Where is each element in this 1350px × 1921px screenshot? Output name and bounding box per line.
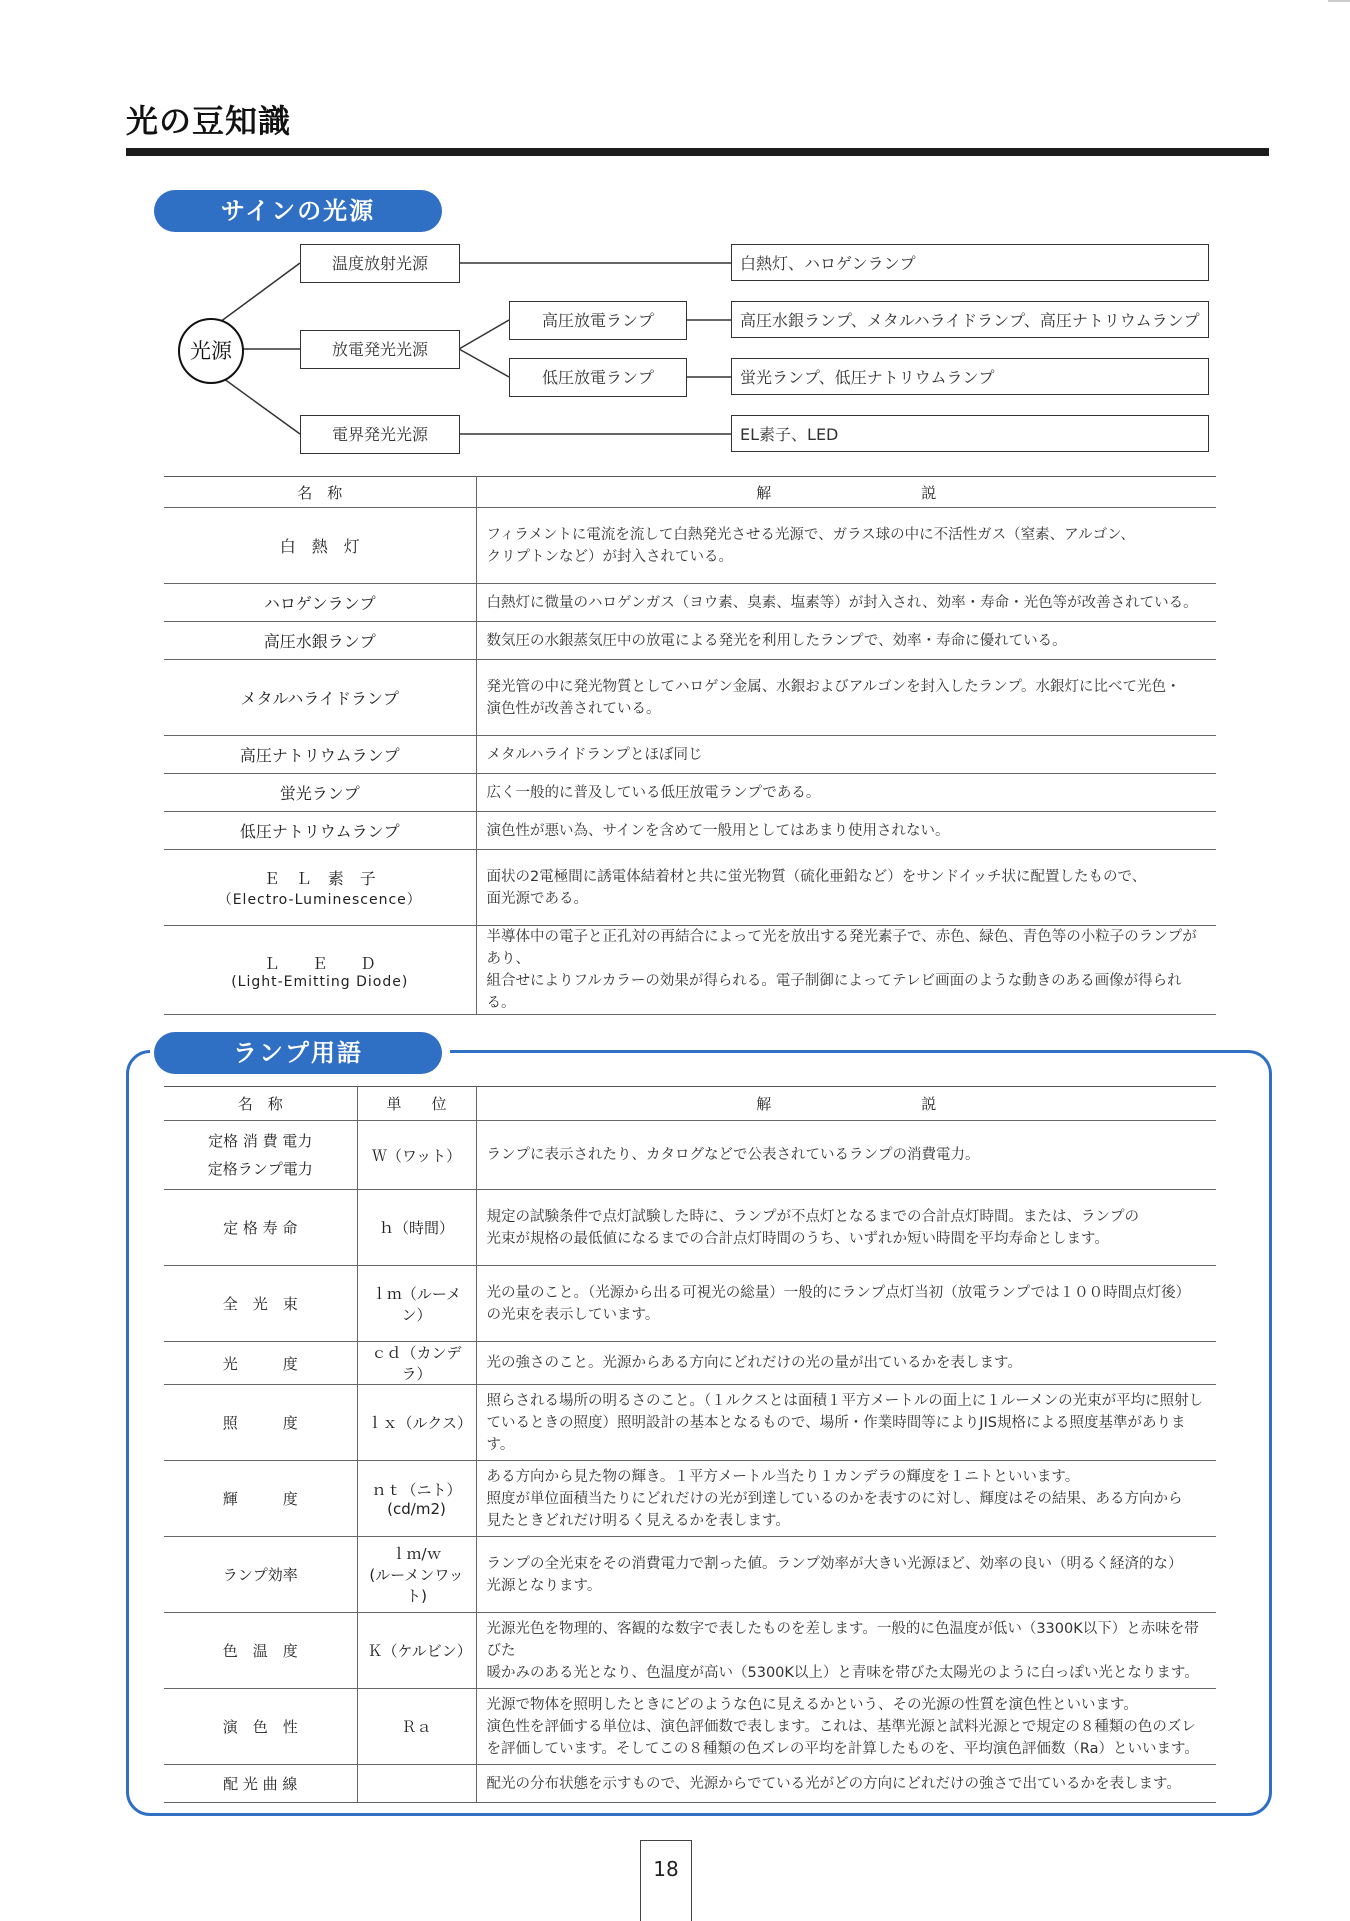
row-name: Ｌ Ｅ Ｄ (Light-Emitting Diode) [164, 926, 476, 1015]
table-row [164, 622, 1216, 660]
row-name: Ｅ Ｌ 素 子 （Electro-Luminescence） [164, 850, 476, 926]
row-description: ランプに表示されたり、カタログなどで公表されているランプの消費電力。 [476, 1121, 1216, 1190]
row-name: 蛍光ランプ [164, 774, 476, 812]
row-unit: ｌｍ（ルーメン） [357, 1266, 476, 1342]
row-unit: Ｋ（ケルビン） [357, 1613, 476, 1689]
row-description: 光源光色を物理的、客観的な数字で表したものを差します。一般的に色温度が低い（3300K以下）と赤味を帯びた 暖かみのある光となり、色温度が高い（5300K以上）と青味を帯びた太陽光のように白っぽい光となります。 [476, 1613, 1216, 1689]
lamp-section-heading: ランプ用語 [154, 1032, 442, 1074]
row-name: ハロゲンランプ [164, 584, 476, 622]
row-unit: Ｒａ [357, 1689, 476, 1765]
row-name: 白 熱 灯 [164, 508, 476, 584]
table-row [164, 1266, 1216, 1342]
row-description: ある方向から見た物の輝き。１平方メートル当たり１カンデラの輝度を１ニトといいます。 照度が単位面積当たりにどれだけの光が到達しているのかを表すのに対し、輝度はその結果、ある方向から 見たときどれだけ明るく見えるかを表します。 [476, 1461, 1216, 1537]
subcategory-low-pressure: 低圧放電ランプ [509, 358, 687, 397]
sign-section-heading: サインの光源 [154, 190, 442, 232]
row-name: 定格 消 費 電力 定格ランプ電力 [164, 1121, 357, 1190]
table-row [164, 508, 1216, 584]
category-temperature-radiation: 温度放射光源 [300, 244, 460, 283]
lamp-terms-table [164, 1086, 1216, 1803]
table-row [164, 1342, 1216, 1385]
row-description: 配光の分布状態を示すもので、光源からでている光がどの方向にどれだけの強さで出ているかを表します。 [476, 1765, 1216, 1803]
row-description: フィラメントに電流を流して白熱発光させる光源で、ガラス球の中に不活性ガス（窒素、アルゴン、 クリプトンなど）が封入されている。 [476, 508, 1216, 584]
table-header [164, 1087, 1216, 1121]
example-high-pressure: 高圧水銀ランプ、メタルハライドランプ、高圧ナトリウムランプ [731, 301, 1209, 338]
row-unit [357, 1765, 476, 1803]
table-row [164, 1385, 1216, 1461]
row-unit: ｌｍ/ｗ (ルーメンワット) [357, 1537, 476, 1613]
row-name: 低圧ナトリウムランプ [164, 812, 476, 850]
row-name: メタルハライドランプ [164, 660, 476, 736]
header-name: 名 称 [164, 477, 476, 508]
header-unit: 単 位 [357, 1087, 476, 1121]
table-row [164, 1461, 1216, 1537]
row-description: 光の量のこと。（光源から出る可視光の総量）一般的にランプ点灯当初（放電ランプでは１００時間点灯後） の光束を表示しています。 [476, 1266, 1216, 1342]
row-unit: Ｗ（ワット） [357, 1121, 476, 1190]
row-description: 照らされる場所の明るさのこと。（１ルクスとは面積１平方メートルの面上に１ルーメンの光束が平均に照射し ているときの照度）照明設計の基本となるもので、場所・作業時間等によりJIS規格による照度基準があります。 [476, 1385, 1216, 1461]
page-number: 18 [640, 1840, 692, 1921]
row-name: 演 色 性 [164, 1689, 357, 1765]
row-name: 色 温 度 [164, 1613, 357, 1689]
row-name: 定 格 寿 命 [164, 1190, 357, 1266]
row-description: 広く一般的に普及している低圧放電ランプである。 [476, 774, 1216, 812]
row-unit: ｌｘ（ルクス） [357, 1385, 476, 1461]
category-discharge: 放電発光光源 [300, 330, 460, 369]
row-description: 規定の試験条件で点灯試験した時に、ランプが不点灯となるまでの合計点灯時間。または、ランプの 光束が規格の最低値になるまでの合計点灯時間のうち、いずれか短い時間を平均寿命とします。 [476, 1190, 1216, 1266]
header-description: 解 説 [476, 1087, 1216, 1121]
header-name: 名 称 [164, 1087, 357, 1121]
sign-source-table [164, 476, 1216, 1015]
category-electroluminescence: 電界発光光源 [300, 415, 460, 454]
row-description: 半導体中の電子と正孔対の再結合によって光を放出する発光素子で、赤色、緑色、青色等の小粒子のランプがあり、 組合せによりフルカラーの効果が得られる。電子制御によってテレビ画面のような動きのある画像が得られる。 [476, 926, 1216, 1015]
row-description: 面状の2電極間に誘電体結着材と共に蛍光物質（硫化亜鉛など）をサンドイッチ状に配置したもので、 面光源である。 [476, 850, 1216, 926]
row-description: 光源で物体を照明したときにどのような色に見えるかという、その光源の性質を演色性といいます。 演色性を評価する単位は、演色評価数で表します。これは、基準光源と試料光源とで規定の８種類の色のズレ を評価しています。そしてこの８種類の色ズレの平均を計算したものを、平均演色評価数（Ra）といいます。 [476, 1689, 1216, 1765]
row-description: メタルハライドランプとほぼ同じ [476, 736, 1216, 774]
row-unit: ｃｄ（カンデラ） [357, 1342, 476, 1385]
table-row [164, 1537, 1216, 1613]
table-header [164, 477, 1216, 508]
row-unit: ｈ（時間） [357, 1190, 476, 1266]
row-name: 照 度 [164, 1385, 357, 1461]
table-row [164, 1613, 1216, 1689]
row-description: 数気圧の水銀蒸気圧中の放電による発光を利用したランプで、効率・寿命に優れている。 [476, 622, 1216, 660]
row-name: 高圧水銀ランプ [164, 622, 476, 660]
row-description: 白熱灯に微量のハロゲンガス（ヨウ素、臭素、塩素等）が封入され、効率・寿命・光色等が改善されている。 [476, 584, 1216, 622]
table-row [164, 774, 1216, 812]
table-row [164, 812, 1216, 850]
table-row [164, 1689, 1216, 1765]
row-name: 光 度 [164, 1342, 357, 1385]
page-title: 光の豆知識 [126, 102, 292, 140]
row-description: 演色性が悪い為、サインを含めて一般用としてはあまり使用されない。 [476, 812, 1216, 850]
light-source-node: 光源 [178, 318, 244, 384]
example-el: EL素子、LED [731, 415, 1209, 452]
row-description: 光の強さのこと。光源からある方向にどれだけの光の量が出ているかを表します。 [476, 1342, 1216, 1385]
example-low-pressure: 蛍光ランプ、低圧ナトリウムランプ [731, 358, 1209, 395]
table-row [164, 926, 1216, 1015]
table-row [164, 584, 1216, 622]
row-description: 発光管の中に発光物質としてハロゲン金属、水銀およびアルゴンを封入したランプ。水銀灯に比べて光色・ 演色性が改善されている。 [476, 660, 1216, 736]
row-unit: ｎｔ（ニト） (cd/m2) [357, 1461, 476, 1537]
subcategory-high-pressure: 高圧放電ランプ [509, 301, 687, 340]
table-row [164, 736, 1216, 774]
table-row [164, 1190, 1216, 1266]
row-name: 全 光 束 [164, 1266, 357, 1342]
row-name: 輝 度 [164, 1461, 357, 1537]
table-row [164, 1121, 1216, 1190]
table-row [164, 850, 1216, 926]
row-name: 高圧ナトリウムランプ [164, 736, 476, 774]
header-description: 解 説 [476, 477, 1216, 508]
row-name: 配 光 曲 線 [164, 1765, 357, 1803]
row-name: ランプ効率 [164, 1537, 357, 1613]
row-description: ランプの全光束をその消費電力で割った値。ランプ効率が大きい光源ほど、効率の良い（明るく経済的な） 光源となります。 [476, 1537, 1216, 1613]
table-row [164, 1765, 1216, 1803]
table-row [164, 660, 1216, 736]
example-incandescent: 白熱灯、ハロゲンランプ [731, 244, 1209, 281]
